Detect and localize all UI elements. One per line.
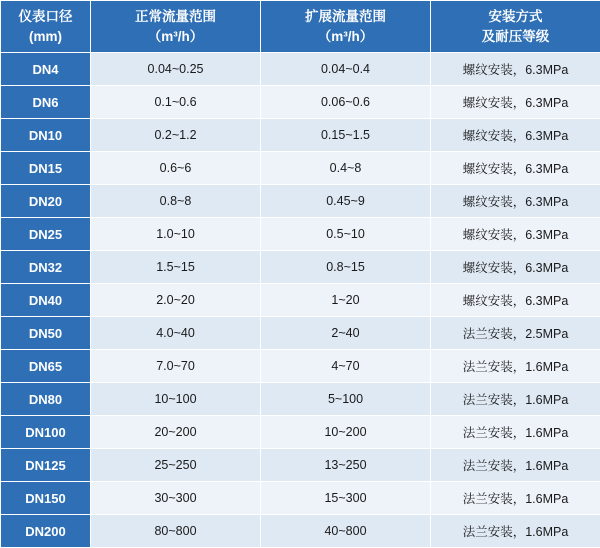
- column-header-installation: [431, 1, 600, 53]
- cell-extended-flow: 0.15~1.5: [261, 119, 431, 152]
- table-row: [1, 449, 600, 482]
- cell-extended-flow: 40~800: [261, 515, 431, 548]
- cell-extended-flow: 0.8~15: [261, 251, 431, 284]
- cell-extended-flow: 0.04~0.4: [261, 53, 431, 86]
- table-row: [1, 515, 600, 548]
- table-row: [1, 86, 600, 119]
- cell-diameter: DN40: [1, 284, 91, 317]
- cell-diameter: DN150: [1, 482, 91, 515]
- cell-installation: 螺纹安装，6.3MPa: [431, 53, 600, 86]
- table-row: [1, 152, 600, 185]
- cell-installation: 螺纹安装，6.3MPa: [431, 185, 600, 218]
- cell-normal-flow: 1.0~10: [91, 218, 261, 251]
- cell-installation: 螺纹安装，6.3MPa: [431, 251, 600, 284]
- column-header-diameter: [1, 1, 91, 53]
- cell-diameter: DN32: [1, 251, 91, 284]
- cell-extended-flow: 1~20: [261, 284, 431, 317]
- cell-diameter: DN6: [1, 86, 91, 119]
- column-header-diameter-line1: 仪表口径: [19, 9, 73, 24]
- table-row: [1, 284, 600, 317]
- cell-diameter: DN25: [1, 218, 91, 251]
- table-row: [1, 416, 600, 449]
- cell-normal-flow: 30~300: [91, 482, 261, 515]
- cell-extended-flow: 15~300: [261, 482, 431, 515]
- column-header-diameter-line2: (mm): [3, 27, 88, 47]
- cell-normal-flow: 2.0~20: [91, 284, 261, 317]
- cell-diameter: DN80: [1, 383, 91, 416]
- cell-installation: 法兰安装，1.6MPa: [431, 515, 600, 548]
- column-header-extended-flow: [261, 1, 431, 53]
- table-row: [1, 317, 600, 350]
- cell-diameter: DN50: [1, 317, 91, 350]
- cell-normal-flow: 0.8~8: [91, 185, 261, 218]
- cell-diameter: DN125: [1, 449, 91, 482]
- cell-installation: 法兰安装，1.6MPa: [431, 416, 600, 449]
- column-header-installation-line1: 安装方式: [489, 9, 543, 24]
- cell-installation: 法兰安装，1.6MPa: [431, 350, 600, 383]
- cell-extended-flow: 0.5~10: [261, 218, 431, 251]
- cell-installation: 法兰安装，2.5MPa: [431, 317, 600, 350]
- table-row: [1, 383, 600, 416]
- cell-diameter: DN15: [1, 152, 91, 185]
- column-header-extended-flow-line2: （m³/h）: [263, 27, 428, 47]
- column-header-installation-line2: 及耐压等级: [433, 27, 598, 47]
- table-header: [1, 1, 600, 53]
- cell-diameter: DN65: [1, 350, 91, 383]
- cell-extended-flow: 5~100: [261, 383, 431, 416]
- column-header-normal-flow-line1: 正常流量范围: [135, 9, 216, 24]
- cell-normal-flow: 1.5~15: [91, 251, 261, 284]
- cell-normal-flow: 7.0~70: [91, 350, 261, 383]
- cell-normal-flow: 0.1~0.6: [91, 86, 261, 119]
- cell-normal-flow: 25~250: [91, 449, 261, 482]
- cell-extended-flow: 4~70: [261, 350, 431, 383]
- table-row: [1, 119, 600, 152]
- cell-diameter: DN10: [1, 119, 91, 152]
- cell-normal-flow: 0.04~0.25: [91, 53, 261, 86]
- cell-installation: 螺纹安装，6.3MPa: [431, 86, 600, 119]
- cell-installation: 螺纹安装，6.3MPa: [431, 218, 600, 251]
- table-body: [1, 53, 600, 548]
- cell-extended-flow: 0.45~9: [261, 185, 431, 218]
- cell-normal-flow: 0.6~6: [91, 152, 261, 185]
- table-row: [1, 251, 600, 284]
- cell-diameter: DN100: [1, 416, 91, 449]
- cell-normal-flow: 4.0~40: [91, 317, 261, 350]
- cell-installation: 法兰安装，1.6MPa: [431, 482, 600, 515]
- cell-installation: 螺纹安装，6.3MPa: [431, 119, 600, 152]
- column-header-normal-flow-line2: （m³/h）: [93, 27, 258, 47]
- cell-normal-flow: 20~200: [91, 416, 261, 449]
- table-row: [1, 185, 600, 218]
- cell-normal-flow: 80~800: [91, 515, 261, 548]
- cell-extended-flow: 10~200: [261, 416, 431, 449]
- cell-extended-flow: 2~40: [261, 317, 431, 350]
- cell-extended-flow: 13~250: [261, 449, 431, 482]
- table-header-row: [1, 1, 600, 53]
- cell-normal-flow: 10~100: [91, 383, 261, 416]
- column-header-extended-flow-line1: 扩展流量范围: [305, 9, 386, 24]
- cell-installation: 螺纹安装，6.3MPa: [431, 152, 600, 185]
- cell-extended-flow: 0.4~8: [261, 152, 431, 185]
- table-row: [1, 350, 600, 383]
- cell-installation: 螺纹安装，6.3MPa: [431, 284, 600, 317]
- cell-installation: 法兰安装，1.6MPa: [431, 449, 600, 482]
- cell-diameter: DN4: [1, 53, 91, 86]
- table-row: [1, 482, 600, 515]
- cell-diameter: DN200: [1, 515, 91, 548]
- table-row: [1, 218, 600, 251]
- column-header-normal-flow: [91, 1, 261, 53]
- cell-normal-flow: 0.2~1.2: [91, 119, 261, 152]
- cell-diameter: DN20: [1, 185, 91, 218]
- cell-extended-flow: 0.06~0.6: [261, 86, 431, 119]
- cell-installation: 法兰安装，1.6MPa: [431, 383, 600, 416]
- table-row: [1, 53, 600, 86]
